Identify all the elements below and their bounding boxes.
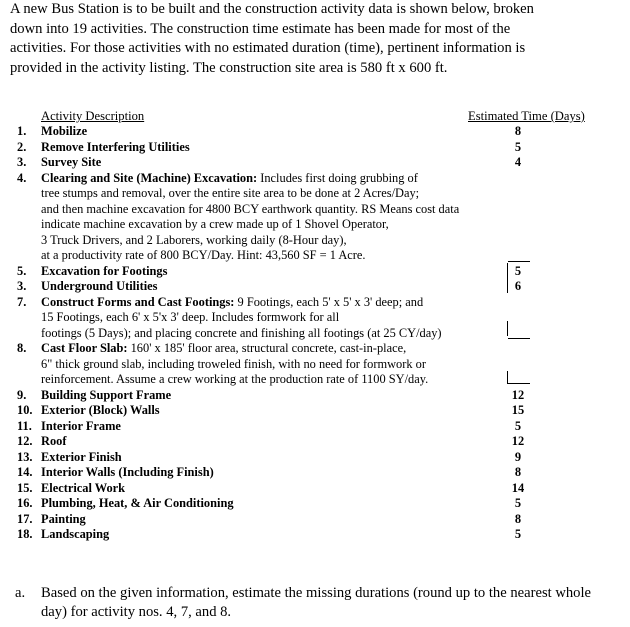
activity-number: 17. [17, 511, 33, 526]
activity-description [41, 465, 496, 480]
intro-line: A new Bus Station is to be built and the construction activity data is shown below, broken [10, 1, 534, 17]
intro-line: down into 19 activities. The construction time estimate has been made for most of the [10, 20, 511, 37]
activity-number: 3. [17, 279, 27, 293]
activity-title: Excavation for Footings [41, 263, 168, 278]
activity-title: Building Support Frame [41, 387, 172, 402]
activity-number: 9. [17, 387, 27, 402]
activity-number: 13. [17, 449, 33, 464]
activity-time: 5 [514, 263, 522, 278]
question-text: Based on the given information, estimate the missing durations (round up to the nearest whole day) for activity nos. 4, 7, and 8. [41, 585, 591, 621]
activity-detail: Includes first doing grubbing of [257, 170, 418, 185]
missing-time-blank [508, 383, 530, 384]
activity-detail-line: indicate machine excavation by a crew made up of 1 Shovel Operator, [41, 217, 389, 231]
missing-time-blank [508, 338, 530, 339]
activity-title: Interior Frame [41, 418, 121, 433]
activity-title: Mobilize [41, 124, 88, 138]
activity-detail-line: 15 Footings, each 6' x 5'x 3' deep. Includes formwork for all [41, 310, 340, 324]
activity-time: 6 [514, 279, 522, 293]
activity-description [41, 124, 496, 139]
activity-title: Electrical Work [41, 480, 126, 495]
activity-title: Plumbing, Heat, & Air Conditioning [41, 496, 234, 510]
activity-description [41, 512, 496, 527]
activity-title: Landscaping [41, 527, 110, 541]
activity-detail-line: 3 Truck Drivers, and 2 Laborers, working daily (8-Hour day), [41, 232, 347, 247]
activity-number: 10. [17, 403, 33, 417]
activity-number: 18. [17, 527, 33, 541]
activity-time: 4 [514, 155, 522, 169]
activity-time: 5 [514, 418, 522, 433]
activity-description [41, 295, 496, 310]
activity-description [41, 496, 496, 511]
activity-title: Construct Forms and Cast Footings: [41, 294, 235, 309]
activity-description [41, 155, 496, 170]
activity-description [41, 527, 496, 542]
activity-description [41, 388, 496, 403]
margin-bar [507, 321, 508, 336]
activity-number: 16. [17, 496, 33, 510]
activity-description [41, 171, 496, 186]
question-label: a. [15, 585, 26, 601]
intro-line: activities. For those activities with no estimated duration (time), pertinent information is [10, 40, 526, 57]
activity-detail: 160' x 185' floor area, structural concrete, cast-in-place, [127, 341, 407, 355]
activity-number: 12. [17, 434, 33, 448]
activity-number: 14. [17, 465, 33, 479]
activity-detail-line: tree stumps and removal, over the entire site area to be done at 2 Acres/Day; [41, 186, 420, 200]
activity-title: Painting [41, 511, 86, 526]
activity-time: 8 [514, 124, 522, 138]
activity-number: 4. [17, 170, 27, 185]
activity-time: 8 [514, 465, 522, 479]
column-header-description: Activity Description [41, 109, 145, 123]
intro-line: provided in the activity listing. The construction site area is 580 ft x 600 ft. [10, 59, 448, 76]
activity-title: Exterior Finish [41, 449, 122, 464]
activity-number: 3. [17, 155, 27, 169]
activity-title: Survey Site [41, 155, 102, 169]
activity-detail-line: at a productivity rate of 800 BCY/Day. Hint: 43,560 SF = 1 Acre. [41, 248, 366, 262]
activity-number: 11. [17, 418, 32, 433]
activity-number: 7. [17, 294, 27, 309]
activity-title: Remove Interfering Utilities [41, 139, 190, 154]
activity-number: 5. [17, 263, 27, 278]
activity-detail: 9 Footings, each 5' x 5' x 3' deep; and [234, 294, 424, 309]
activity-number: 1. [17, 124, 27, 138]
activity-time: 14 [511, 480, 525, 495]
intro-paragraph [10, 0, 610, 78]
activity-title: Underground Utilities [41, 279, 158, 293]
missing-time-blank [508, 261, 530, 262]
activity-detail-line: reinforcement. Assume a crew working at the production rate of 1100 SY/day. [41, 372, 429, 386]
activity-time: 8 [514, 511, 522, 526]
activity-time: 5 [514, 527, 522, 541]
activity-number: 8. [17, 341, 27, 355]
activity-description [41, 419, 496, 434]
activity-description [41, 140, 496, 155]
activity-description [41, 264, 496, 279]
activity-title: Roof [41, 434, 67, 448]
column-header-time: Estimated Time (Days) [468, 109, 585, 123]
activity-time: 12 [511, 434, 525, 448]
activity-detail-line: footings (5 Days); and placing concrete and finishing all footings (at 25 CY/day) [41, 325, 442, 340]
activity-description [41, 403, 496, 418]
activity-time: 5 [514, 496, 522, 510]
activity-title: Exterior (Block) Walls [41, 403, 160, 417]
activity-time: 5 [514, 139, 522, 154]
activity-time: 9 [514, 449, 522, 464]
activity-time: 12 [511, 387, 525, 402]
activity-description [41, 434, 496, 449]
activity-time: 15 [511, 403, 525, 417]
activity-title: Cast Floor Slab: [41, 341, 128, 355]
activity-detail-line: 6" thick ground slab, including troweled finish, with no need for formwork or [41, 356, 426, 371]
activity-title: Clearing and Site (Machine) Excavation: [41, 170, 258, 185]
activity-description [41, 341, 496, 356]
activity-description [41, 481, 496, 496]
activity-description [41, 279, 496, 294]
activity-title: Interior Walls (Including Finish) [41, 465, 214, 479]
activity-number: 15. [17, 480, 33, 495]
activity-number: 2. [17, 139, 27, 154]
activity-detail-line: and then machine excavation for 4800 BCY earthwork quantity. RS Means cost data [41, 201, 460, 216]
margin-bar [507, 371, 508, 384]
activity-description [41, 450, 496, 465]
